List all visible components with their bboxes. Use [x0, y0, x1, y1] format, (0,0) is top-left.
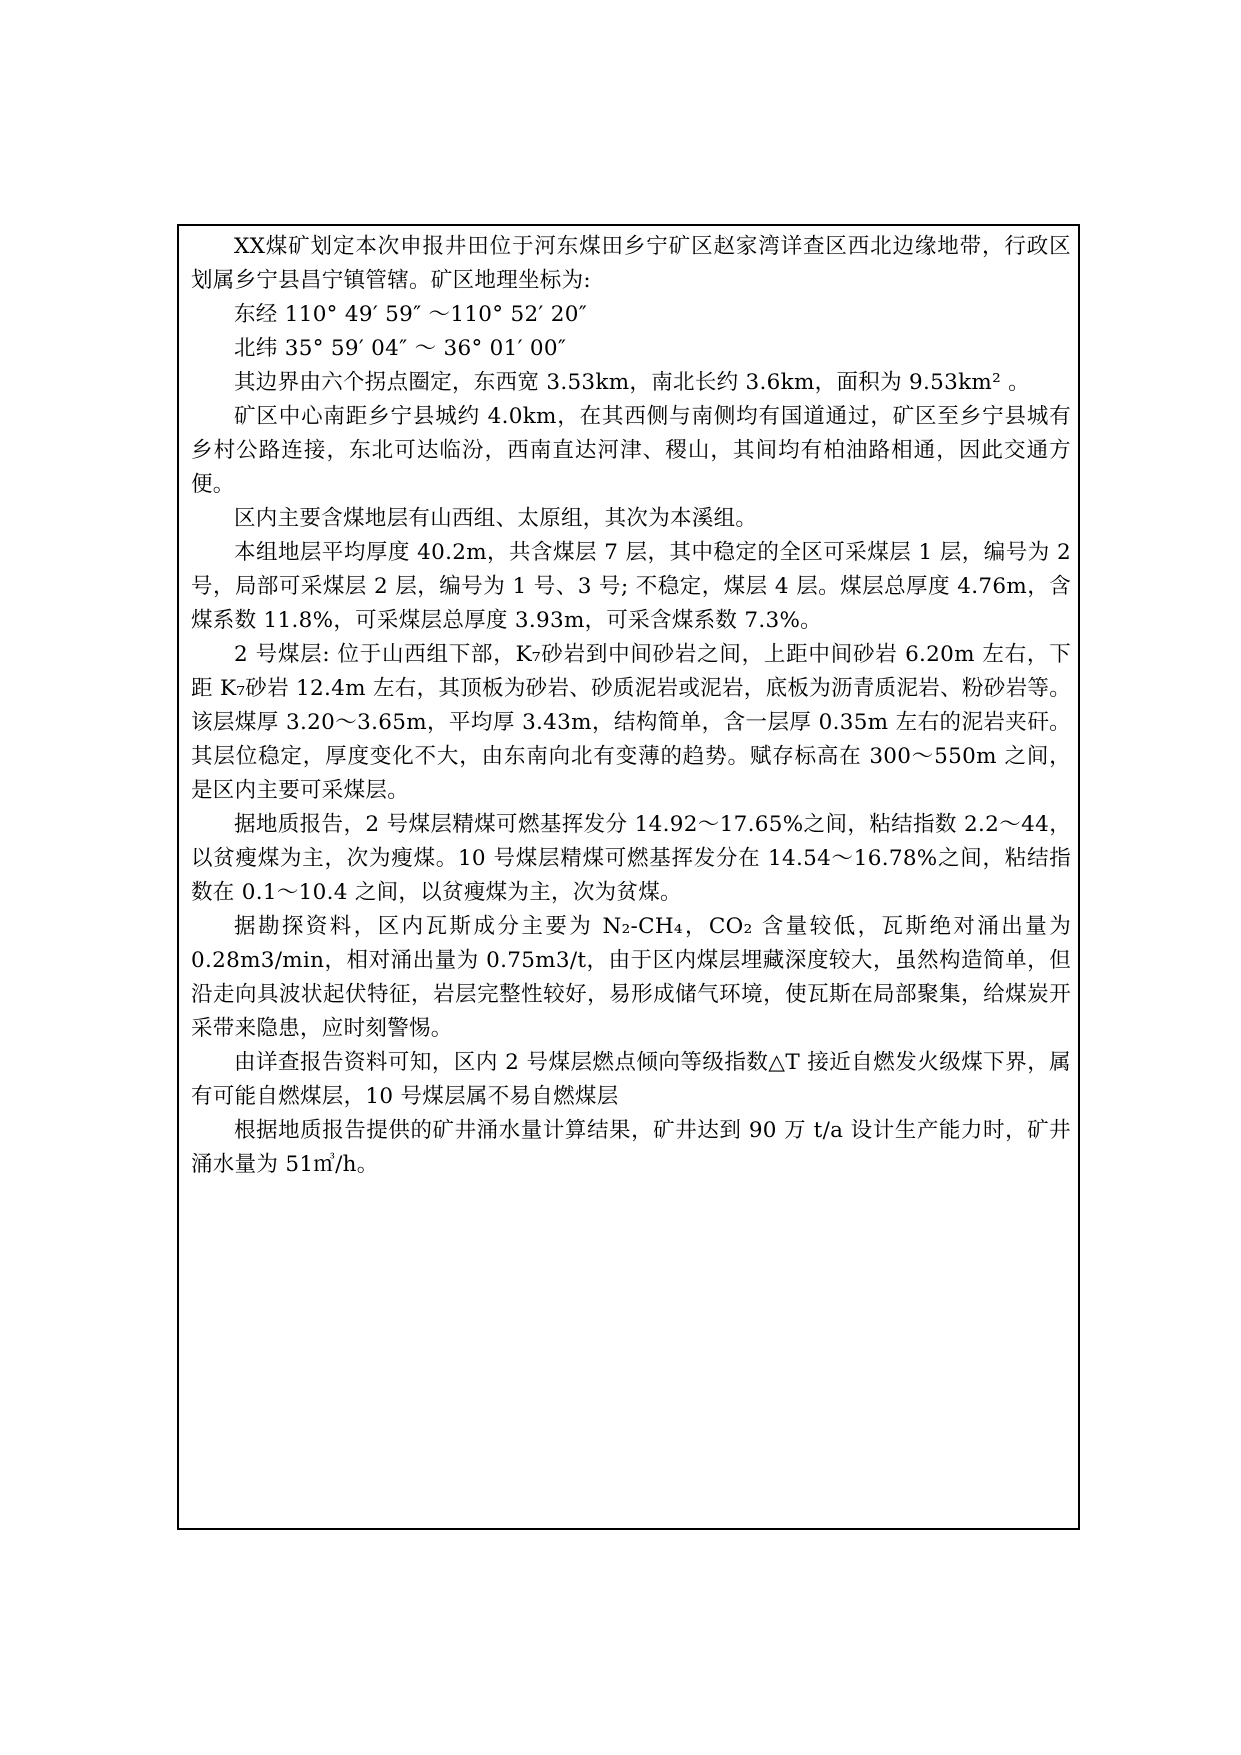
paragraph-longitude: 东经 110° 49′ 59″ ～110° 52′ 20″: [234, 302, 588, 327]
paragraph-strata: 区内主要含煤地层有山西组、太原组，其次为本溪组。: [234, 506, 758, 531]
paragraph-boundary: 其边界由六个拐点圈定，东西宽 3.53km，南北长约 3.6km，面积为 9.53km² 。: [234, 370, 1030, 395]
document-body: [191, 230, 1071, 1182]
paragraph-transport: 矿区中心南距乡宁县城约 4.0km，在其西侧与南侧均有国道通过，矿区至乡宁县城有乡村公路连接，东北可达临汾，西南直达河津、稷山，其间均有柏油路相通，因此交通方便。: [191, 404, 1071, 497]
paragraph-location: XX煤矿划定本次申报井田位于河东煤田乡宁矿区赵家湾详查区西北边缘地带，行政区划属乡宁县昌宁镇管辖。矿区地理坐标为:: [191, 234, 1071, 293]
paragraph-gas: 据勘探资料，区内瓦斯成分主要为 N₂-CH₄，CO₂ 含量较低，瓦斯绝对涌出量为 0.28m3/min，相对涌出量为 0.75m3/t，由于区内煤层埋藏深度较大，虽然构造简单，但沿走向具波状起伏特征，岩层完整性较好，易形成储气环境，使瓦斯在局部聚集，给煤炭开采带来隐患，应时刻警惕。: [191, 914, 1071, 1041]
document-frame: [177, 224, 1080, 1530]
paragraph-coal-quality: 据地质报告，2 号煤层精煤可燃基挥发分 14.92～17.65%之间，粘结指数 2.2～44，以贫瘦煤为主，次为瘦煤。10 号煤层精煤可燃基挥发分在 14.54～16.78%之间，粘结指数在 0.1～10.4 之间，以贫瘦煤为主，次为贫煤。: [191, 812, 1071, 905]
paragraph-water-inflow: 根据地质报告提供的矿井涌水量计算结果，矿井达到 90 万 t/a 设计生产能力时，矿井涌水量为 51㎥/h。: [191, 1118, 1071, 1177]
paragraph-spontaneous-combustion: 由详查报告资料可知，区内 2 号煤层燃点倾向等级指数△T 接近自燃发火级煤下界，属有可能自燃煤层，10 号煤层属不易自燃煤层: [191, 1050, 1071, 1109]
paragraph-latitude: 北纬 35° 59′ 04″ ～ 36° 01′ 00″: [234, 336, 567, 361]
paragraph-seam-2: 2 号煤层: 位于山西组下部，K₇砂岩到中间砂岩之间，上距中间砂岩 6.20m 左右，下距 K₇砂岩 12.4m 左右，其顶板为砂岩、砂质泥岩或泥岩，底板为沥青质泥岩、粉砂岩等。该层煤厚 3.20～3.65m，平均厚 3.43m，结构简单，含一层厚 0.35m 左右的泥岩夹矸。其层位稳定，厚度变化不大，由东南向北有变薄的趋势。赋存标高在 300～550m 之间，是区内主要可采煤层。: [191, 642, 1071, 803]
paragraph-coal-seams: 本组地层平均厚度 40.2m，共含煤层 7 层，其中稳定的全区可采煤层 1 层，编号为 2 号，局部可采煤层 2 层，编号为 1 号、3 号; 不稳定，煤层 4 层。煤层总厚度 4.76m，含煤系数 11.8%，可采煤层总厚度 3.93m，可采含煤系数 7.3%。: [191, 540, 1071, 633]
